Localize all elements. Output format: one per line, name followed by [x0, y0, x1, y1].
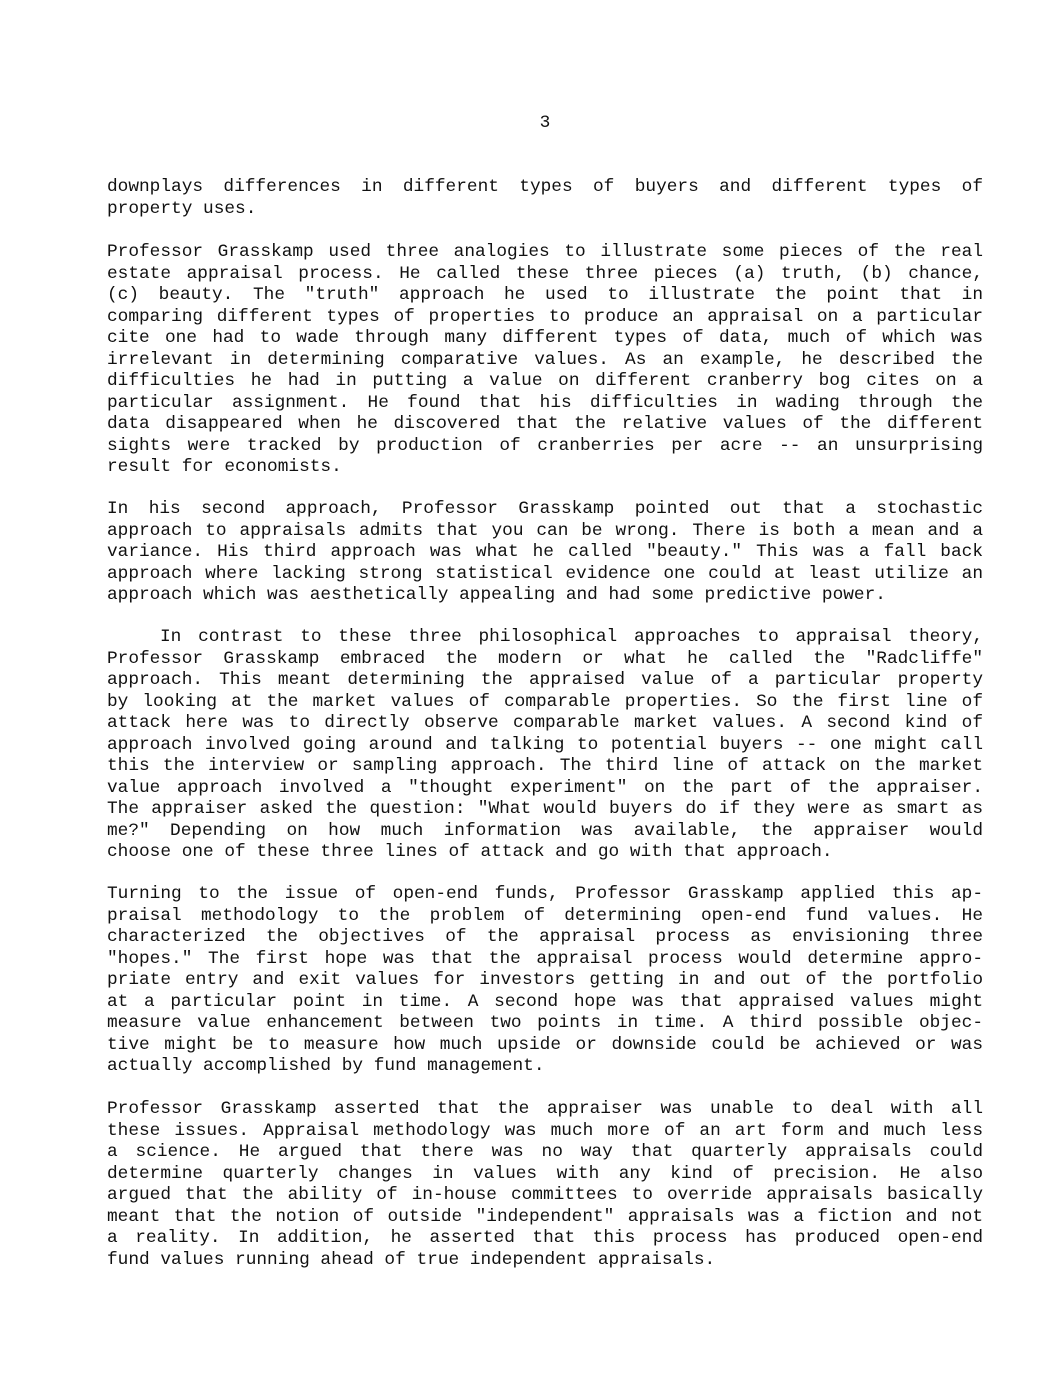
text-line: Professor Grasskamp asserted that the appraiser was unable to deal with all: [107, 1099, 983, 1119]
text-line: by looking at the market values of comparable properties. So the first line of: [107, 691, 983, 712]
text-line: these issues. Appraisal methodology was much more of an art form and much less: [107, 1120, 983, 1141]
paragraph-6: [107, 1099, 983, 1271]
text-line: value approach involved a "thought experiment" on the part of the appraiser.: [107, 777, 983, 798]
text-line: Professor Grasskamp used three analogies to illustrate some pieces of the real: [107, 242, 983, 262]
text-line: approach which was aesthetically appealing and had some predictive power.: [107, 585, 886, 605]
paragraph-3: [107, 499, 983, 607]
text-line: Turning to the issue of open-end funds, Professor Grasskamp applied this ap-: [107, 884, 983, 904]
text-line: In his second approach, Professor Grasskamp pointed out that a stochastic: [107, 499, 983, 519]
text-line: approach. This meant determining the appraised value of a particular property: [107, 670, 983, 690]
text-line: a science. He argued that there was no way that quarterly appraisals could: [107, 1142, 983, 1162]
text-line: approach where lacking strong statistical evidence one could at least utilize an: [107, 563, 983, 584]
text-line: me?" Depending on how much information was available, the appraiser would: [107, 820, 983, 841]
text-line: characterized the objectives of the appraisal process as envisioning three: [107, 927, 983, 947]
text-line: priate entry and exit values for investors getting in and out of the portfolio: [107, 970, 983, 990]
text-line: attack here was to directly observe comparable market values. A second kind of: [107, 713, 983, 733]
text-line: meant that the notion of outside "independent" appraisals was a fiction and not: [107, 1206, 983, 1227]
text-line: "hopes." The first hope was that the appraisal process would determine appro-: [107, 948, 983, 969]
text-line: at a particular point in time. A second hope was that appraised values might: [107, 991, 983, 1012]
text-line: data disappeared when he discovered that the relative values of the different: [107, 414, 983, 434]
paragraph-4: [107, 627, 983, 864]
paragraph-5: [107, 884, 983, 1078]
paragraph-2: [107, 242, 983, 479]
text-line: approach to appraisals admits that you can be wrong. There is both a mean and a: [107, 520, 983, 541]
text-line: variance. His third approach was what he called "beauty." This was a fall back: [107, 542, 983, 562]
page-number: 3: [539, 113, 551, 133]
text-line: downplays differences in different types of buyers and different types of: [107, 177, 983, 197]
text-line: comparing different types of properties to produce an appraisal on a particular: [107, 306, 983, 327]
text-line: In contrast to these three philosophical approaches to appraisal theory,: [160, 627, 983, 647]
text-line: The appraiser asked the question: "What would buyers do if they were as smart as: [107, 799, 983, 819]
text-line: choose one of these three lines of attack and go with that approach.: [107, 842, 833, 862]
text-line: sights were tracked by production of cranberries per acre -- an unsurprising: [107, 435, 983, 456]
text-line: argued that the ability of in-house committees to override appraisals basically: [107, 1185, 983, 1205]
text-line: estate appraisal process. He called these three pieces (a) truth, (b) chance,: [107, 263, 983, 284]
text-line: result for economists.: [107, 457, 342, 477]
text-line: fund values running ahead of true independent appraisals.: [107, 1249, 716, 1270]
text-line: difficulties he had in putting a value on different cranberry bog cites on a: [107, 371, 983, 391]
text-line: determine quarterly changes in values with any kind of precision. He also: [107, 1163, 983, 1184]
text-line: (c) beauty. The "truth" approach he used to illustrate the point that in: [107, 285, 983, 305]
paragraph-1: [107, 177, 983, 220]
text-line: measure value enhancement between two points in time. A third possible objec-: [107, 1013, 983, 1033]
text-line: cite one had to wade through many different types of data, much of which was: [107, 328, 983, 348]
text-line: Professor Grasskamp embraced the modern or what he called the "Radcliffe": [107, 648, 983, 669]
text-line: praisal methodology to the problem of determining open-end fund values. He: [107, 905, 983, 926]
text-line: approach involved going around and talking to potential buyers -- one might call: [107, 734, 983, 755]
text-line: irrelevant in determining comparative values. As an example, he described the: [107, 349, 983, 370]
text-line: property uses.: [107, 198, 257, 219]
text-line: particular assignment. He found that his difficulties in wading through the: [107, 392, 983, 413]
text-line: tive might be to measure how much upside or downside could be achieved or was: [107, 1034, 983, 1055]
text-line: a reality. In addition, he asserted that this process has produced open-end: [107, 1228, 983, 1248]
text-line: this the interview or sampling approach. The third line of attack on the market: [107, 756, 983, 776]
text-line: actually accomplished by fund management.: [107, 1056, 545, 1076]
